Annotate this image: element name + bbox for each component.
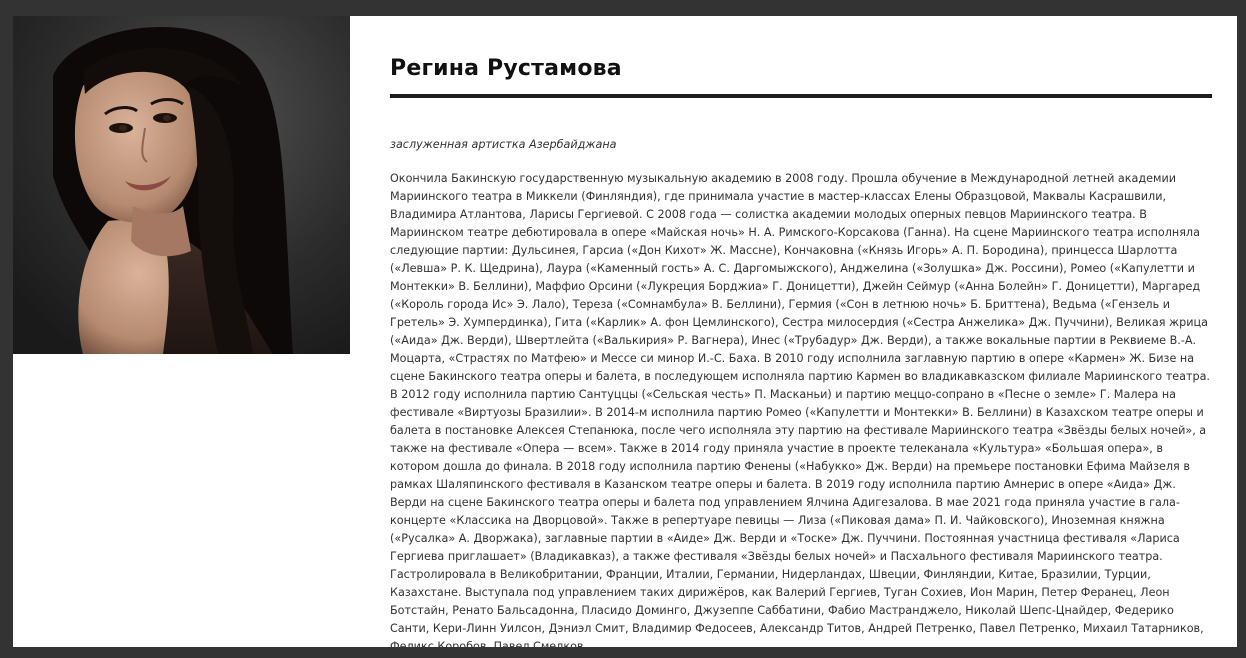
artist-biography: Окончила Бакинскую государственную музыкальную академию в 2008 году. Прошла обучение в Международной летней академии Мариинского театра в Миккели (Финляндия), где принимала участие в мастер-классах Елены Образцовой, Маквалы Касрашвили, Владимира Атлантова, Ларисы Гергиевой. С 2008 года — солистка академии молодых оперных певцов Мариинского театра. В Мариинском театре дебютировала в опере «Майская ночь» Н. А. Римского-Корсакова (Ганна). На сцене Мариинского театра исполняла следующие партии: Дульсинея, Гарсиа («Дон Кихот» Ж. Массне), Кончаковна («Князь Игорь» А. П. Бородина), принцесса Шарлотта («Левша» Р. К. Щедрина), Лаура («Каменный гость» А. С. Даргомыжского), Анджелина («Золушка» Дж. Россини), Ромео («Капулетти и Монтекки» В. Беллини), Маффио Орсини («Лукреция Борджиа» Г. Доницетти), Джейн Сеймур («Анна Болейн» Г. Доницетти), Маргаред («Король города Ис» Э. Лало), Тереза («Сомнамбула» В. Беллини), Гермия («Сон в летнюю ночь» Б. Бриттена), Ведьма («Гензель и Гретель» Э. Хумпердинка), Гита («Карлик» А. фон Цемлинского), Сестра милосердия («Сестра Анжелика» Дж. Пуччини), Великая жрица («Аида» Дж. Верди), Швертлейта («Валькирия» Р. Вагнера), Инес («Трубадур» Дж. Верди), а также вокальные партии в Реквиеме В.-А. Моцарта, «Страстях по Матфею» и Мессе си минор И.-С. Баха. В 2010 году исполнила заглавную партию в опере «Кармен» Ж. Бизе на сцене Бакинского театра оперы и балета, в последующем исполняла партию Кармен во владикавказском филиале Мариинского театра. В 2012 году исполнила партию Сантуццы («Сельская честь» П. Масканьи) и партию меццо-сопрано в «Песне о земле» Г. Малера на фестивале «Виртуозы Бразилии». В 2014-м исполнила партию Ромео («Капулетти и Монтекки» В. Беллини) в Казахском театре оперы и балета в постановке Алексея Степанюка, после чего исполняла эту партию на фестивале Мариинского театра «Звёзды белых ночей», а также на фестивале «Опера — всем». Также в 2014 году приняла участие в проекте телеканала «Культура» «Большая опера», в котором дошла до финала. В 2018 году исполнила партию Фенены («Набукко» Дж. Верди) на премьере постановки Ефима Майзеля в рамках Шаляпинского фестиваля в Казанском театре оперы и балета. В 2019 году исполнила партию Амнерис в опере «Аида» Дж. Верди на сцене Бакинского театра оперы и балета под управлением Ялчина Адигезалова. В мае 2021 года приняла участие в гала-концерте «Классика на Дворцовой». Также в репертуаре певицы — Лиза («Пиковая дама» П. И. Чайковского), Иноземная княжна («Русалка» А. Дворжака), заглавные партии в «Аиде» Дж. Верди и «Тоске» Дж. Пуччини. Постоянная участница фестиваля «Лариса Гергиева приглашает» (Владикавказ), а также фестиваля «Звёзды белых ночей» и Пасхального фестиваля Мариинского театра. Гастролировала в Великобритании, Франции, Италии, Германии, Нидерландах, Швеции, Финляндии, Китае, Бразилии, Турции, Казахстане. Выступала под управлением таких дирижёров, как Валерий Гергиев, Туган Сохиев, Ион Марин, Петер Феранец, Леон Ботстайн, Ренато Бальсадонна, Пласидо Доминго, Джузеппе Саббатини, Фабио Мастранджело, Николай Шепс-Цнайдер, Федерико Санти, Кери-Линн Уилсон, Дэниэл Смит, Владимир Федосеев, Александр Титов, Андрей Петренко, Павел Петренко, Михаил Татарников, Феликс Коробов, Павел Смелков. [390,172,1210,653]
artist-portrait [13,16,350,354]
artist-card [13,16,1237,653]
title-divider [390,94,1212,98]
artist-info [390,54,1212,656]
artist-name: Регина Рустамова [390,56,622,81]
portrait-image [13,16,350,354]
artist-honorary-title: заслуженная артистка Азербайджана [390,138,617,151]
